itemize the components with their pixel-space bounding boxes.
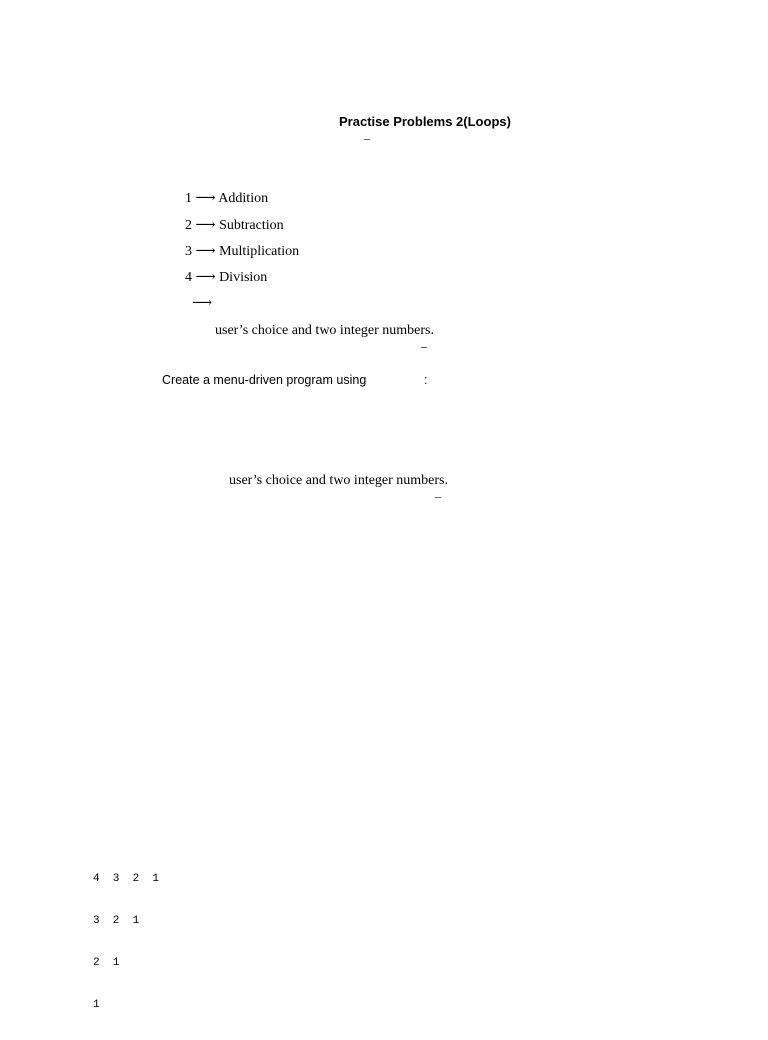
choice-text-first: user’s choice and two integer numbers. [215,323,435,338]
pattern-row: 2 1 [93,957,120,969]
menu-item-subtraction: 2 ⟶ Subtraction [185,218,284,233]
choice-text-second: user’s choice and two integer numbers. [229,473,449,488]
choice-dash-first: – [421,339,427,353]
menu-item-multiplication: 3 ⟶ Multiplication [185,244,300,259]
menu-item-addition: 1 ⟶ Addition [185,191,269,206]
page-title: Practise Problems 2(Loops) [339,114,511,129]
menu-item-division: 4 ⟶ Division [185,270,268,285]
pattern-row: 4 3 2 1 [93,873,160,885]
number-pattern [93,844,159,1040]
choice-dash-second: – [435,489,441,503]
intro-text: Create a menu-driven program using [162,373,367,387]
pattern-row: 3 2 1 [93,915,140,927]
arrow-icon: ⟶ [192,296,213,311]
intro-colon: : [424,373,428,387]
title-dash: – [364,131,370,145]
pattern-row: 1 [93,999,100,1011]
